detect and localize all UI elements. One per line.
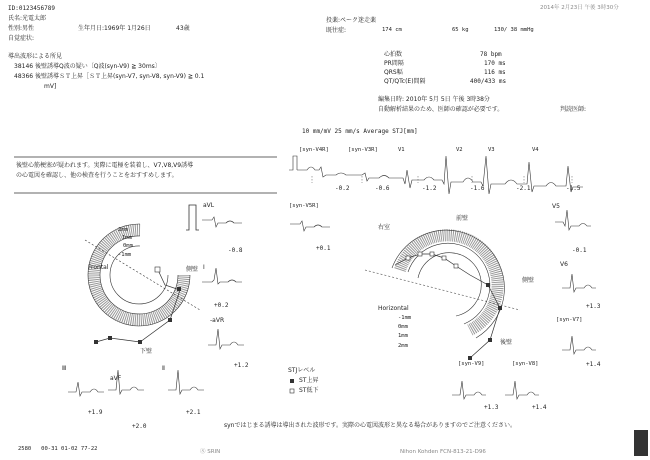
strip-value-v4r: -0.2 [335,185,350,192]
legend-title: STJレベル [288,367,316,374]
qt-label: QT/QTc(E)間隔 [384,78,426,85]
qrs-value: 116 ms [484,69,506,76]
lead-avf-label: aVF [110,375,122,382]
lead-i-label: I [203,264,205,271]
patient-symptoms: 自覚症状: [8,35,35,42]
st-up-marker [108,336,112,340]
frontal-diagram [85,224,200,344]
horiz-wall-posterior: 後壁 [500,339,513,346]
strip-label-v3: V3 [488,147,495,153]
lead-v8-value: +1.4 [532,404,547,411]
lead-iii-value: +1.9 [88,409,103,416]
lead-i-value: +0.2 [214,302,229,309]
strip-value-v1: -1.2 [422,185,437,192]
calibration-pulse [186,205,199,230]
legend-st-down: ST低下 [299,387,319,394]
horiz-tick-1mm: 1mm [398,333,408,339]
strip-stj-ticks [312,176,572,183]
footer-note: synではじまる誘導は導出された波形です。実際の心電図波形と異なる場合がありますのでご注意ください。 [224,422,517,429]
strip-value-v4: -1.5 [566,185,581,192]
st-up-marker [94,340,98,344]
strip-label-v1: V1 [398,147,405,153]
pr-value: 170 ms [484,60,506,67]
frontal-tick-0mm: 0mm [123,243,133,249]
lead-v8-label: [syn-V8] [512,361,539,367]
history: 既往症: [326,27,347,34]
lead-avl-label: aVL [203,202,215,209]
footer-code: 2580 00-31 01-02 77-22 [18,446,98,452]
hr-value: 78 bpm [480,51,502,58]
lead-v6-value: +1.3 [586,303,601,310]
st-up-marker [177,287,181,291]
strip-value-v2: -1.6 [470,185,485,192]
medication: 投薬:ペーク迷走薬 [326,17,377,24]
st-down-marker [155,267,160,272]
pr-label: PR間隔 [384,60,404,67]
footer-center-2: Nihon Kohden FCN-813-21-D96 [400,449,486,455]
lead-avf-value: +2.0 [132,423,147,430]
legend-st-up: ST上昇 [299,377,319,384]
report-date: 2014年 2月23日 午後 3時30分 [540,5,619,11]
lead-v5r-label: [syn-V5R] [289,203,319,209]
horizontal-axis [365,270,520,310]
patient-dob: 生年月日:1969年 1月26日 [78,25,151,32]
frontal-tick-neg1mm: -1mm [118,252,132,258]
horiz-wall-lateral: 側壁 [522,277,535,284]
horizontal-title: Horizontal [378,305,409,312]
st-up-marker [138,340,142,344]
edit-datetime: 編集日時: 2010年 5月 5日 午後 3時38分 [378,96,490,103]
lead-avr-value: +1.2 [234,362,249,369]
hr-label: 心拍数 [384,51,403,58]
reading-doctor: 判読医師: [560,106,587,113]
auto-analysis-note: 自動解析結果のため、医師の確認が必要です。 [378,106,504,113]
footer-center-1: Ⓢ SRIN [200,449,221,455]
frontal-tick-1mm: 1mm [122,235,132,241]
patient-id: ID:0123456789 [8,5,55,12]
lead-v9-label: [syn-V9] [458,361,485,367]
lead-ii-value: +2.1 [186,409,201,416]
qt-value: 400/433 ms [470,78,507,85]
blood-pressure: 130/ 38 mmHg [494,27,534,33]
finding-st-elevation: 48366 後壁誘導ＳＴ上昇［ＳＴ上昇(syn-V7, syn-V8, syn-V9) ≧ 0.1 [14,73,205,80]
legend-up-marker [290,379,294,383]
strip-value-v3: -2.1 [516,185,531,192]
qrs-label: QRS幅 [384,69,403,76]
strip-scale: 10 mm/mV 25 mm/s Average STJ[mm] [302,128,418,135]
strip-label-v4r: [syn-V4R] [299,147,329,153]
frontal-wall-lateral: 側壁 [186,266,199,273]
horizontal-band [400,235,498,330]
frontal-title: Frontal [88,264,109,271]
lead-v7-label: [syn-V7] [556,317,583,323]
lead-v5r-value: +0.1 [316,245,331,252]
advice-line-2: の心電図を確認し、他の検査を行うことをおすすめします。 [16,172,178,179]
finding-q-wave: 38146 後壁誘導Q波の疑い〔Q波(syn-V9) ≧ 30ms〕 [14,63,161,70]
patient-name: 氏名:光電太郎 [8,15,47,22]
lead-v9-value: +1.3 [484,404,499,411]
lead-v5-value: -0.1 [572,247,587,254]
strip-label-v2: V2 [456,147,463,153]
strip-label-v4: V4 [532,147,539,153]
findings-title: 導出波形による所見 [8,53,63,60]
horiz-wall-anterior: 前壁 [456,215,469,222]
patient-age: 43歳 [176,25,190,32]
horiz-tick-neg1mm: -1mm [398,315,412,321]
advice-line-1: 後壁心筋梗塞が疑われます。実際に電極を装着し、V7,V8,V9誘導 [16,162,194,169]
frontal-tick-2mm: 2mm [118,227,128,233]
horiz-wall-rv: 右室 [378,224,391,231]
finding-st-elevation-cont: mV] [44,83,57,90]
lead-v5-label: V5 [552,203,560,210]
lead-v6-label: V6 [560,261,568,268]
mini-complexes [68,210,596,399]
lead-ii-label: Ⅱ [162,365,165,372]
strip-label-v3r: [syn-V3R] [348,147,378,153]
horiz-tick-2mm: 2mm [398,343,408,349]
strip-value-v3r: -0.6 [375,185,390,192]
patient-sex: 性別:男性 [8,25,35,32]
frontal-wall-inferior: 下壁 [140,348,153,355]
legend-down-marker [290,389,294,393]
lead-iii-label: Ⅲ [62,365,67,372]
lead-v7-value: +1.4 [586,361,601,368]
weight: 65 kg [452,27,469,33]
st-up-marker [168,318,172,322]
horizontal-diagram [365,230,520,360]
edge-mark [634,430,648,456]
height: 174 cm [382,27,402,33]
lead-avr-label: -aVR [210,317,225,324]
frontal-band [94,227,184,320]
horiz-tick-0mm: 0mm [398,324,408,330]
lead-avl-value: -0.8 [228,247,243,254]
